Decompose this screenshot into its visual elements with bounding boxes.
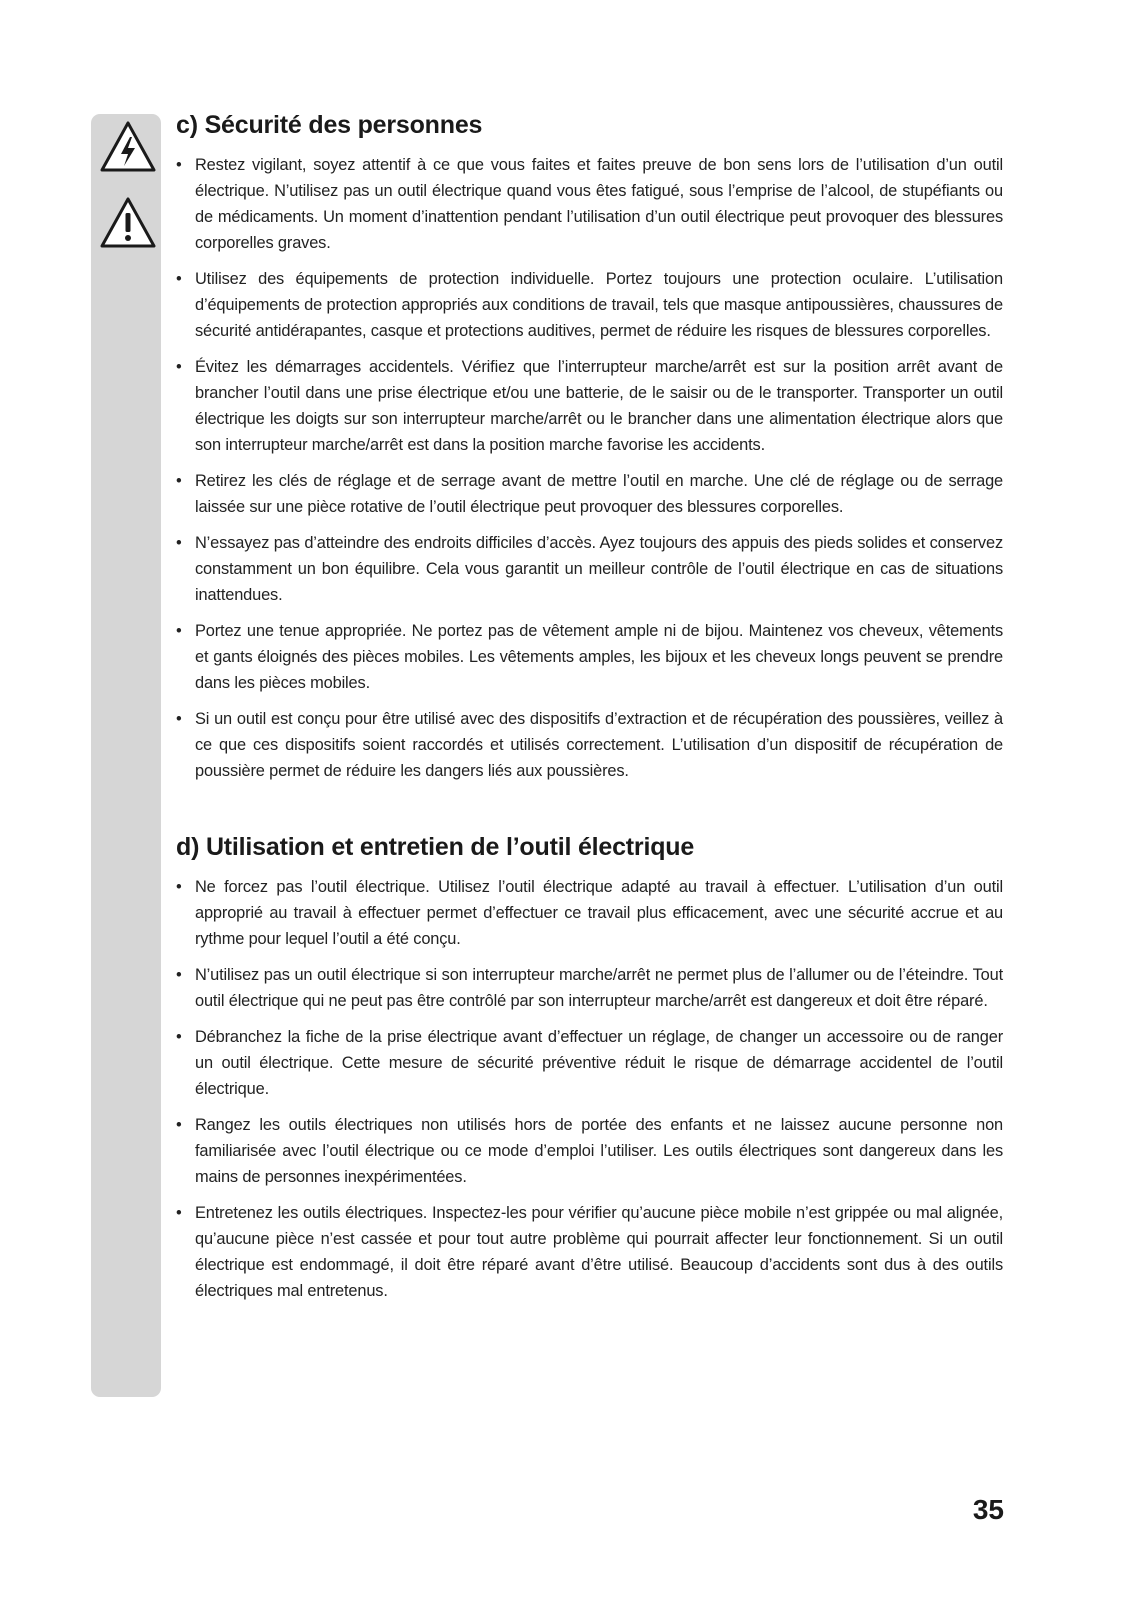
bullet: • [176,622,182,640]
bullet: • [176,270,182,288]
bullet: • [176,966,182,984]
tool-use-care-list [176,874,1003,1304]
list-item: • Portez une tenue appropriée. Ne portez pas de vêtement ample ni de bijou. Maintenez vos cheveux, vêtements et gants éloignés des pièces mobiles. Les vêtements amples, les bijoux et les cheveux longs peuvent se prendre dans les pièces mobiles. [176,618,1003,696]
general-warning-icon [99,196,157,250]
list-item: • Rangez les outils électriques non utilisés hors de portée des enfants et ne laissez aucune personne non familiarisée avec l’outil électrique ou ce mode d’emploi l’utiliser. Les outils électriques sont dangereux dans les mains de personnes inexpérimentées. [176,1112,1003,1190]
list-item: • Entretenez les outils électriques. Inspectez-les pour vérifier qu’aucune pièce mobile n’est grippée ou mal alignée, qu’aucune pièce n’est cassée et pour tout autre problème qui pourrait affecter leur fonctionnement. Si un outil électrique est endommagé, il doit être réparé avant d’être utilisé. Beaucoup d’accidents sont dus à des outils électriques mal entretenus. [176,1200,1003,1304]
list-item: • Restez vigilant, soyez attentif à ce que vous faites et faites preuve de bon sens lors de l’utilisation d’un outil électrique. N’utilisez pas un outil électrique quand vous êtes fatigué, sous l’emprise de l’alcool, de stupéfiants ou de médicaments. Un moment d’inattention pendant l’utilisation d’un outil électrique peut provoquer des blessures corporelles graves. [176,152,1003,256]
bullet: • [176,1116,182,1134]
list-item: • Évitez les démarrages accidentels. Vérifiez que l’interrupteur marche/arrêt est sur la position arrêt avant de brancher l’outil dans une prise électrique et/ou une batterie, de le saisir ou de le transporter. Transporter un outil électrique les doigts sur son interrupteur marche/arrêt ou le brancher dans une alimentation électrique alors que son interrupteur marche/arrêt est dans la position marche favorise les accidents. [176,354,1003,458]
list-item: • Débranchez la fiche de la prise électrique avant d’effectuer un réglage, de changer un accessoire ou de ranger un outil électrique. Cette mesure de sécurité préventive réduit le risque de démarrage accidentel de l’outil électrique. [176,1024,1003,1102]
page-number: 35 [972,1494,1004,1525]
list-item: • N’utilisez pas un outil électrique si son interrupteur marche/arrêt ne permet plus de l’allumer ou de l’éteindre. Tout outil électrique qui ne peut pas être contrôlé par son interrupteur marche/arrêt est dangereux et doit être réparé. [176,962,1003,1014]
list-item: • Si un outil est conçu pour être utilisé avec des dispositifs d’extraction et de récupération des poussières, veillez à ce que ces dispositifs soient raccordés et utilisés correctement. L’utilisation d’un dispositif de récupération de poussière permet de réduire les dangers liés aux poussières. [176,706,1003,784]
high-voltage-warning-icon [99,120,157,174]
bullet: • [176,156,182,174]
warning-sidebar [91,114,161,1397]
bullet: • [176,1204,182,1222]
section-heading-personal-safety: c) Sécurité des personnes [176,111,483,139]
bullet: • [176,710,182,728]
list-item: • Utilisez des équipements de protection individuelle. Portez toujours une protection oculaire. L’utilisation d’équipements de protection appropriés aux conditions de travail, tels que masque antipoussières, chaussures de sécurité antidérapantes, casque et protections auditives, permet de réduire les risques de blessures corporelles. [176,266,1003,344]
personal-safety-list [176,152,1003,784]
page-content [176,108,1003,1314]
list-item: • Ne forcez pas l’outil électrique. Utilisez l’outil électrique adapté au travail à effectuer. L’utilisation d’un outil approprié au travail à effectuer permet d’effectuer ce travail plus efficacement, avec une sécurité accrue et au rythme pour lequel l’outil a été conçu. [176,874,1003,952]
bullet: • [176,878,182,896]
bullet: • [176,358,182,376]
section-heading-tool-use-care: d) Utilisation et entretien de l’outil électrique [176,833,695,861]
list-item: • N’essayez pas d’atteindre des endroits difficiles d’accès. Ayez toujours des appuis des pieds solides et conservez constamment un bon équilibre. Cela vous garantit un meilleur contrôle de l’outil électrique en cas de situations inattendues. [176,530,1003,608]
bullet: • [176,534,182,552]
bullet: • [176,1028,182,1046]
bullet: • [176,472,182,490]
list-item: • Retirez les clés de réglage et de serrage avant de mettre l’outil en marche. Une clé de réglage ou de serrage laissée sur une pièce rotative de l’outil électrique peut provoquer des blessures corporelles. [176,468,1003,520]
